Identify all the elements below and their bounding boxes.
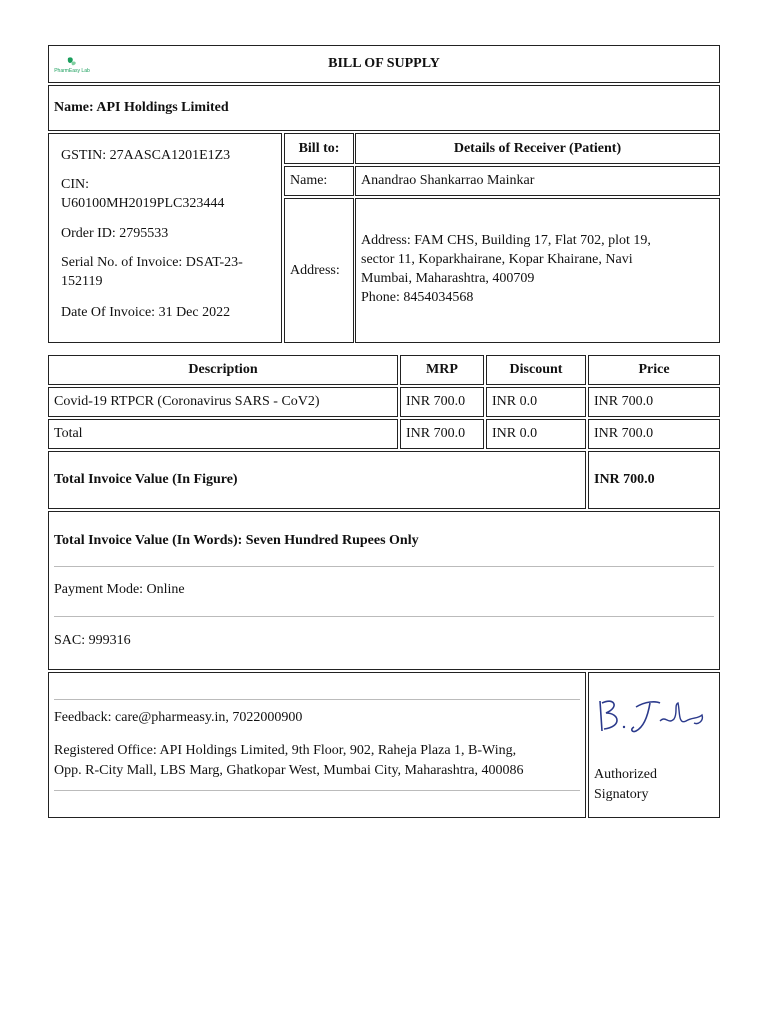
invoice-summary-box — [48, 511, 720, 670]
signatory-label-line1: Authorized — [594, 767, 657, 782]
serial-no-line2: 152119 — [61, 274, 103, 289]
total-figure-value: INR 700.0 — [588, 451, 720, 509]
invoice-date: Date Of Invoice: 31 Dec 2022 — [61, 305, 231, 320]
sac-code: SAC: 999316 — [54, 633, 131, 648]
item-description: Covid-19 RTPCR (Coronavirus SARS - CoV2) — [48, 387, 398, 417]
signatory-label-line2: Signatory — [594, 787, 649, 802]
logo-text: PharmEasy Lab — [54, 68, 90, 74]
item-discount: INR 0.0 — [486, 387, 586, 417]
col-mrp: MRP — [400, 355, 484, 385]
address-line-2: sector 11, Koparkhairane, Kopar Khairane, Navi — [361, 252, 633, 267]
order-id: Order ID: 2795533 — [61, 226, 169, 241]
registered-office-line2: Opp. R-City Mall, LBS Marg, Ghatkopar West, Mumbai City, Maharashtra, 400086 — [54, 763, 524, 778]
bill-to-header: Bill to: — [284, 133, 354, 164]
cin-value: U60100MH2019PLC323444 — [61, 196, 225, 211]
payment-mode: Payment Mode: Online — [54, 582, 185, 597]
receiver-name-label: Name: — [284, 166, 354, 196]
col-price: Price — [588, 355, 720, 385]
company-name: Name: API Holdings Limited — [54, 100, 229, 115]
divider — [54, 790, 580, 791]
col-discount: Discount — [486, 355, 586, 385]
feedback-contact: Feedback: care@pharmeasy.in, 7022000900 — [54, 710, 303, 725]
total-mrp: INR 700.0 — [400, 419, 484, 449]
total-figure-label: Total Invoice Value (In Figure) — [48, 451, 586, 509]
item-price: INR 700.0 — [588, 387, 720, 417]
receiver-address-cell — [355, 198, 720, 343]
cin-label: CIN: — [61, 177, 89, 192]
serial-no-line1: Serial No. of Invoice: DSAT-23- — [61, 255, 243, 270]
signatory-box — [588, 672, 720, 818]
total-label: Total — [48, 419, 398, 449]
divider — [54, 616, 714, 617]
footer-contact-box — [48, 672, 586, 818]
seller-info-box — [48, 133, 282, 343]
total-price: INR 700.0 — [588, 419, 720, 449]
registered-office-line1: Registered Office: API Holdings Limited, 9th Floor, 902, Raheja Plaza 1, B-Wing, — [54, 743, 517, 758]
signature-image — [594, 691, 714, 739]
receiver-details-header: Details of Receiver (Patient) — [355, 133, 720, 164]
item-mrp: INR 700.0 — [400, 387, 484, 417]
total-discount: INR 0.0 — [486, 419, 586, 449]
receiver-name-value: Anandrao Shankarrao Mainkar — [355, 166, 720, 196]
address-line-3: Mumbai, Maharashtra, 400709 — [361, 271, 535, 286]
document-title: BILL OF SUPPLY — [328, 56, 440, 71]
receiver-address-label: Address: — [284, 198, 354, 343]
col-description: Description — [48, 355, 398, 385]
address-line-1: Address: FAM CHS, Building 17, Flat 702, plot 19, — [361, 233, 651, 248]
header-box — [48, 45, 720, 83]
receiver-phone: Phone: 8454034568 — [361, 290, 474, 305]
gstin: GSTIN: 27AASCA1201E1Z3 — [61, 148, 231, 163]
divider — [54, 566, 714, 567]
company-box — [48, 85, 720, 131]
divider — [54, 699, 580, 700]
total-in-words: Total Invoice Value (In Words): Seven Hundred Rupees Only — [54, 533, 419, 548]
